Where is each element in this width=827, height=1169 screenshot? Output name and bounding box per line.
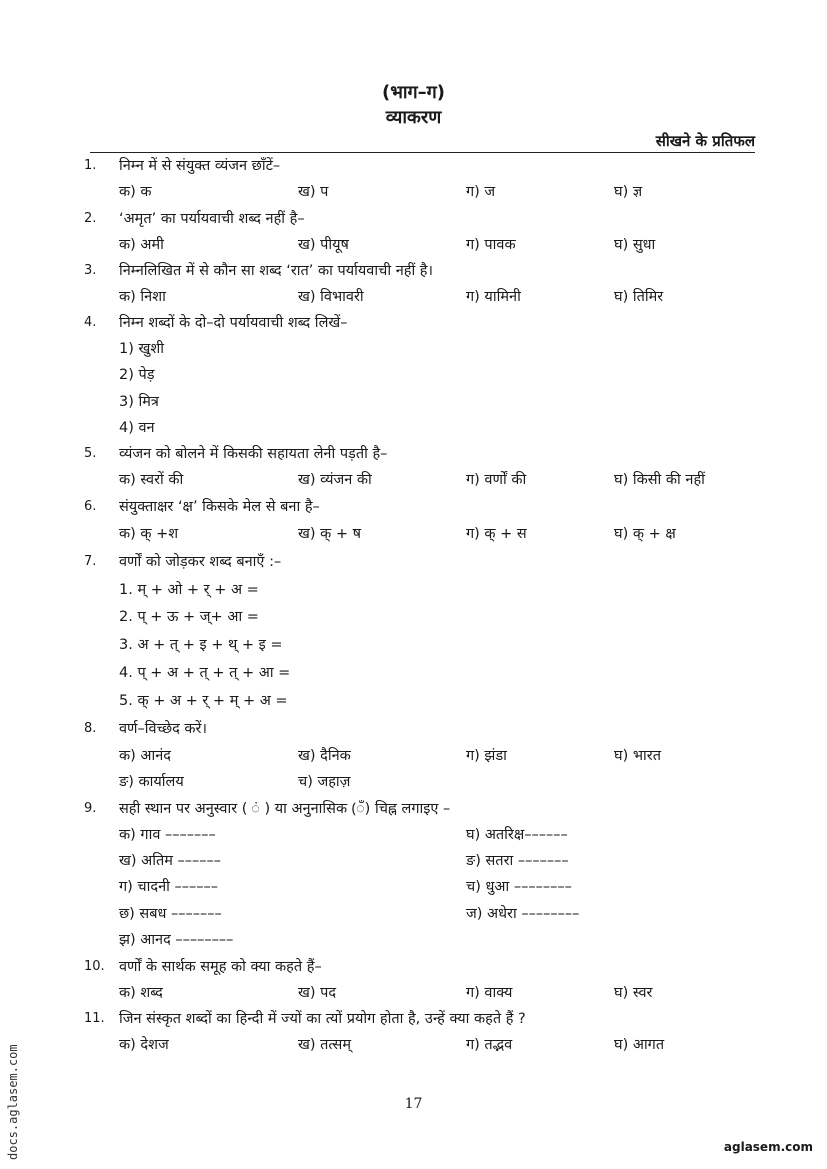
question-number: 6. (84, 499, 97, 514)
question-text: व्यंजन को बोलने में किसकी सहायता लेनी पड़ती है– (119, 446, 388, 462)
option-ka: क) शब्द (119, 985, 163, 1001)
page-number: 17 (404, 1096, 423, 1112)
option-gha: घ) भारत (614, 748, 661, 764)
question-text: जिन संस्कृत शब्दों का हिन्दी में ज्यों का त्यों प्रयोग होता है, उन्हें क्या कहते हैं ? (119, 1011, 526, 1027)
option-ga: ग) तद्भव (466, 1037, 513, 1053)
option-ka: क) निशा (119, 289, 166, 305)
option-ga: ग) वर्णों की (466, 472, 527, 488)
fill-item: छ) सबध ––––––– (119, 906, 222, 922)
question-text: सही स्थान पर अनुस्वार ( ं ) या अनुनासिक (ँ) चिह्न लगाइए – (119, 801, 451, 817)
option-ga: ग) झंडा (466, 748, 507, 764)
question-number: 9. (84, 801, 97, 816)
question-number: 10. (84, 959, 105, 974)
fill-item: च) धुआ –––––––– (466, 879, 572, 895)
fill-item: क) गाव ––––––– (119, 827, 216, 843)
option-kha: ख) दैनिक (298, 748, 351, 764)
section-title: व्याकरण (385, 107, 442, 128)
sub-item-text: 4. प् + अ + त् + त् + आ = (119, 665, 291, 681)
option-nga: ङ) कार्यालय (119, 774, 184, 790)
option-ka: क) क् +श (119, 526, 179, 542)
option-gha: घ) ज्ञ (614, 184, 643, 200)
sub-item-text: 4) वन (119, 420, 155, 436)
option-gha: घ) किसी की नहीं (614, 472, 705, 488)
sub-item-text: 1) खुशी (119, 341, 164, 357)
option-gha: घ) स्वर (614, 985, 653, 1001)
option-kha: ख) तत्सम् (298, 1037, 352, 1053)
question-number: 11. (84, 1011, 105, 1026)
option-gha: घ) सुधा (614, 237, 656, 253)
option-gha: घ) तिमिर (614, 289, 664, 305)
question-text: वर्ण–विच्छेद करें। (119, 721, 207, 737)
question-text: ‘अमृत’ का पर्यायवाची शब्द नहीं है– (119, 211, 305, 227)
option-kha: ख) क् + ष (298, 526, 362, 542)
learning-outcomes-label: सीखने के प्रतिफल (655, 132, 755, 150)
sub-item-text: 3) मित्र (119, 394, 159, 410)
question-text: वर्णों को जोड़कर शब्द बनाएँ :– (119, 554, 282, 570)
option-kha: ख) विभावरी (298, 289, 364, 305)
option-kha: ख) व्यंजन की (298, 472, 372, 488)
sub-item-text: 5. क् + अ + र् + म् + अ = (119, 693, 288, 709)
fill-item: ग) चादनी –––––– (119, 879, 219, 895)
fill-item: झ) आनद –––––––– (119, 932, 234, 948)
option-ka: क) देशज (119, 1037, 169, 1053)
fill-item: घ) अतरिक्ष–––––– (466, 827, 568, 843)
question-number: 7. (84, 554, 97, 569)
option-kha: ख) पीयूष (298, 237, 349, 253)
option-kha: ख) पद (298, 985, 337, 1001)
question-text: वर्णों के सार्थक समूह को क्या कहते हैं– (119, 959, 322, 975)
question-text: संयुक्ताक्षर ‘क्ष’ किसके मेल से बना है– (119, 499, 320, 515)
option-ga: ग) वाक्य (466, 985, 513, 1001)
question-text: निम्न में से संयुक्त व्यंजन छाँटें– (119, 158, 281, 174)
option-ga: ग) यामिनी (466, 289, 521, 305)
option-gha: घ) आगत (614, 1037, 665, 1053)
side-watermark: docs.aglasem.com (6, 1044, 20, 1160)
option-ka: क) स्वरों की (119, 472, 184, 488)
option-cha: च) जहाज़ (298, 774, 351, 790)
question-number: 3. (84, 263, 97, 278)
option-gha: घ) क् + क्ष (614, 526, 676, 542)
option-ga: ग) ज (466, 184, 496, 200)
fill-item: ख) अतिम –––––– (119, 853, 222, 869)
option-ka: क) क (119, 184, 152, 200)
header-divider (90, 152, 755, 153)
part-title: (भाग–ग) (381, 82, 446, 103)
sub-item-text: 1. म् + ओ + र् + अ = (119, 582, 259, 598)
sub-item-text: 2. प् + ऊ + ज्+ आ = (119, 609, 259, 625)
option-ga: ग) क् + स (466, 526, 527, 542)
question-text: निम्न शब्दों के दो–दो पर्यायवाची शब्द लिखें– (119, 315, 348, 331)
fill-item: ज) अधेरा –––––––– (466, 906, 580, 922)
option-ka: क) अमी (119, 237, 164, 253)
question-number: 2. (84, 211, 97, 226)
question-number: 4. (84, 315, 97, 330)
sub-item-text: 2) पेड़ (119, 367, 155, 383)
sub-item-text: 3. अ + त् + इ + थ् + इ = (119, 637, 283, 653)
fill-item: ङ) सतरा ––––––– (466, 853, 569, 869)
option-kha: ख) प (298, 184, 329, 200)
question-text: निम्नलिखित में से कौन सा शब्द ‘रात’ का पर्यायवाची नहीं है। (119, 263, 434, 279)
question-number: 5. (84, 446, 97, 461)
option-ka: क) आनंद (119, 748, 171, 764)
question-number: 1. (84, 158, 97, 173)
option-ga: ग) पावक (466, 237, 516, 253)
site-footer[interactable]: aglasem.com (723, 1140, 813, 1154)
question-number: 8. (84, 721, 97, 736)
